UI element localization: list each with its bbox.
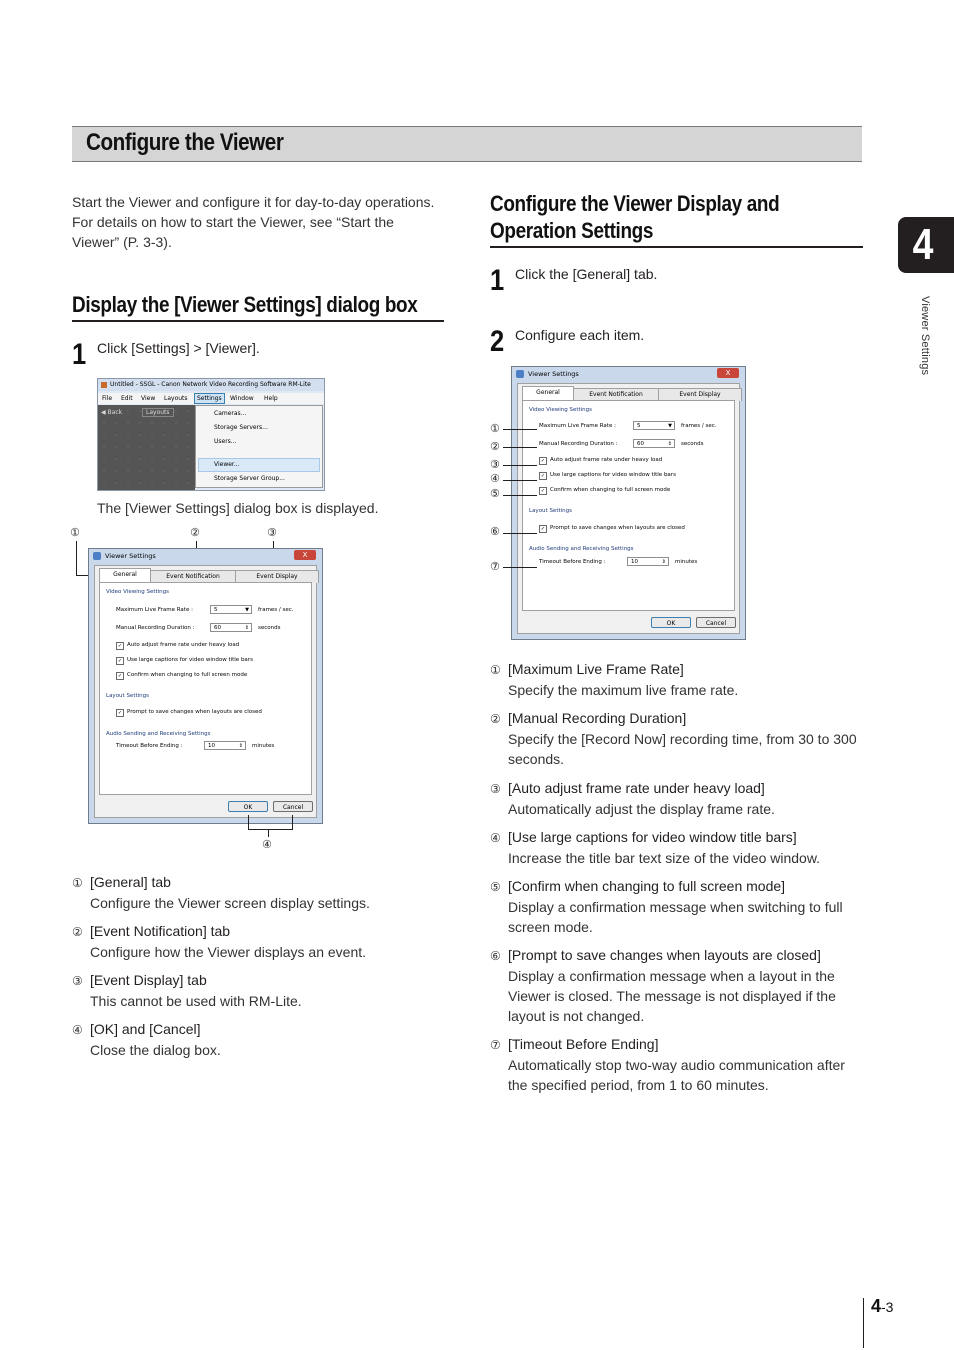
- left-step1-number: 1: [72, 338, 87, 371]
- intro-text: Start the Viewer and configure it for day-to-day operations. For details on how to start the Viewer, see “Start the Viewer” (P. 3-3).: [72, 194, 435, 250]
- group-video-label: Video Viewing Settings: [529, 407, 593, 413]
- spin-arrows-icon: ⇕: [667, 441, 672, 447]
- confirm-fullscreen-label: Confirm when changing to full screen mode: [127, 672, 248, 678]
- group-video-label: Video Viewing Settings: [106, 589, 170, 595]
- dialog-title: Viewer Settings: [528, 370, 579, 378]
- timeout-label: Timeout Before Ending :: [116, 743, 183, 749]
- confirm-fullscreen-checkbox[interactable]: [116, 671, 247, 680]
- right-heading-rule: [490, 246, 863, 248]
- menu-item-viewer[interactable]: Viewer...: [214, 461, 240, 468]
- dialog-body: [517, 383, 740, 634]
- list-item: ④ [OK] and [Cancel] Close the dialog box.: [72, 1021, 221, 1058]
- confirm-fullscreen-label: Confirm when changing to full screen mode: [550, 487, 671, 493]
- callout-line: [503, 567, 537, 568]
- checkmark-icon: ✓: [117, 673, 123, 679]
- right-item-list: [490, 659, 862, 1103]
- max-rate-label: Maximum Live Frame Rate :: [539, 423, 616, 429]
- prompt-save-label: Prompt to save changes when layouts are closed: [550, 525, 685, 531]
- group-layout-label: Layout Settings: [106, 693, 150, 699]
- prompt-save-checkbox[interactable]: [116, 708, 262, 717]
- page-number-rule: [863, 1298, 864, 1348]
- callout-5: ⑤: [490, 488, 500, 500]
- right-step1-number: 1: [490, 264, 505, 297]
- left-item-list: [72, 872, 442, 1068]
- menu-layouts[interactable]: Layouts: [164, 395, 188, 402]
- tab-event-notification[interactable]: Event Notification: [150, 570, 236, 583]
- tab-general[interactable]: General: [99, 568, 151, 583]
- list-item: ⑥ [Prompt to save changes when layouts are closed] Display a confirmation message when a layout in the Viewer is closed. The message is not displayed if the layout is not changed.: [490, 947, 836, 1024]
- callout-line: [503, 465, 537, 466]
- timeout-stepper[interactable]: [627, 557, 669, 566]
- right-step2-text: Configure each item.: [515, 327, 645, 343]
- ok-button[interactable]: OK: [651, 617, 691, 628]
- timeout-unit: minutes: [252, 743, 275, 749]
- callout-line: [503, 429, 537, 430]
- manual-duration-label: Manual Recording Duration :: [116, 625, 195, 631]
- callout-line: [268, 829, 269, 837]
- spin-arrows-icon: ⇕: [238, 743, 243, 749]
- auto-adjust-checkbox[interactable]: [539, 456, 662, 465]
- timeout-value: 10: [208, 743, 215, 749]
- group-audio-label: Audio Sending and Receiving Settings: [106, 731, 211, 737]
- callout-line: [503, 447, 537, 448]
- back-button[interactable]: Back: [107, 409, 123, 416]
- menu-bar: [98, 393, 324, 404]
- checkmark-icon: ✓: [540, 488, 546, 494]
- callout-line: [248, 815, 249, 829]
- callout-7: ⑦: [490, 561, 500, 573]
- menu-settings[interactable]: Settings: [194, 393, 225, 404]
- callout-3: ③: [267, 527, 277, 539]
- callout-1: ①: [490, 423, 500, 435]
- list-item: ③ [Auto adjust frame rate under heavy load] Automatically adjust the display frame rate.: [490, 780, 775, 817]
- tab-event-notification[interactable]: Event Notification: [573, 388, 659, 401]
- dialog-body: [94, 565, 317, 818]
- cancel-button[interactable]: Cancel: [696, 617, 736, 628]
- chapter-number: 4: [912, 220, 934, 269]
- auto-adjust-checkbox[interactable]: [116, 641, 239, 650]
- callout-3: ③: [490, 459, 500, 471]
- dialog-title-bar: [89, 549, 322, 563]
- callout-6: ⑥: [490, 526, 500, 538]
- checkmark-icon: ✓: [540, 473, 546, 479]
- list-item: ① [General] tab Configure the Viewer screen display settings.: [72, 874, 370, 911]
- callout-2: ②: [190, 527, 200, 539]
- prompt-save-label: Prompt to save changes when layouts are closed: [127, 709, 262, 715]
- tab-general[interactable]: General: [522, 386, 574, 401]
- left-heading: Display the [Viewer Settings] dialog box: [72, 292, 418, 317]
- tab-event-display[interactable]: Event Display: [235, 570, 319, 583]
- large-captions-label: Use large captions for video window title bars: [550, 472, 676, 478]
- callout-line: [76, 541, 77, 575]
- manual-duration-stepper[interactable]: [210, 623, 252, 632]
- list-item: ③ [Event Display] tab This cannot be used with RM-Lite.: [72, 972, 302, 1009]
- list-item: ② [Manual Recording Duration] Specify the [Record Now] recording time, from 30 to 300 seconds.: [490, 710, 857, 767]
- spin-arrows-icon: ⇕: [661, 559, 666, 565]
- section-header-bar: [72, 126, 862, 162]
- settings-dropdown: [195, 405, 323, 488]
- callout-1: ①: [70, 527, 80, 539]
- tab-event-display[interactable]: Event Display: [658, 388, 742, 401]
- menu-item-storage-servers[interactable]: Storage Servers...: [214, 424, 268, 431]
- right-heading: Configure the Viewer Display and Operation Settings: [490, 191, 780, 243]
- menu-window-title: Untitled - SSGL - Canon Network Video Recording Software RM-Lite: [98, 379, 324, 391]
- callout-line: [292, 815, 293, 829]
- viewer-settings-dialog-2: [511, 366, 746, 640]
- manual-duration-value: 60: [637, 441, 644, 447]
- max-rate-select[interactable]: [210, 605, 252, 614]
- general-panel: [99, 582, 312, 795]
- left-step1-text: Click [Settings] > [Viewer].: [97, 340, 260, 356]
- manual-duration-value: 60: [214, 625, 221, 631]
- list-item: ② [Event Notification] tab Configure how the Viewer displays an event.: [72, 923, 367, 960]
- callout-line: [503, 533, 537, 534]
- general-panel: [522, 400, 735, 611]
- timeout-stepper[interactable]: [204, 741, 246, 750]
- timeout-unit: minutes: [675, 559, 698, 565]
- layouts-button[interactable]: Layouts: [142, 408, 174, 417]
- large-captions-label: Use large captions for video window title bars: [127, 657, 253, 663]
- callout-line: [503, 495, 537, 496]
- dialog-displayed-note: The [Viewer Settings] dialog box is displayed.: [97, 500, 379, 516]
- callout-2: ②: [490, 441, 500, 453]
- chapter-tab: [898, 217, 954, 273]
- callout-4: ④: [490, 473, 500, 485]
- menu-item-storage-server-group[interactable]: Storage Server Group...: [214, 475, 285, 482]
- section-title: Configure the Viewer: [86, 129, 284, 156]
- menu-item-users[interactable]: Users...: [214, 438, 237, 445]
- callout-4: ④: [262, 839, 272, 851]
- large-captions-checkbox[interactable]: [539, 471, 676, 480]
- cancel-button[interactable]: Cancel: [273, 801, 313, 812]
- page-number: 4-3: [871, 1296, 894, 1316]
- manual-duration-label: Manual Recording Duration :: [539, 441, 618, 447]
- timeout-value: 10: [631, 559, 638, 565]
- dropdown-arrow-icon: ▼: [245, 607, 249, 613]
- checkmark-icon: ✓: [117, 643, 123, 649]
- menu-help[interactable]: Help: [264, 395, 278, 402]
- manual-duration-unit: seconds: [258, 625, 281, 631]
- checkmark-icon: ✓: [540, 458, 546, 464]
- app-icon: [101, 382, 107, 388]
- max-rate-unit: frames / sec.: [681, 423, 717, 429]
- callout-line: [248, 829, 293, 830]
- close-button[interactable]: X: [294, 550, 316, 560]
- confirm-fullscreen-checkbox[interactable]: [539, 486, 670, 495]
- menu-item-cameras[interactable]: Cameras...: [214, 410, 247, 417]
- right-step2-number: 2: [490, 325, 505, 358]
- menu-file[interactable]: File: [102, 395, 113, 402]
- spin-arrows-icon: ⇕: [244, 625, 249, 631]
- manual-duration-stepper[interactable]: [633, 439, 675, 448]
- viewer-settings-dialog: [88, 548, 323, 824]
- list-item: ⑤ [Confirm when changing to full screen mode] Display a confirmation message when switching to full screen mode.: [490, 878, 843, 935]
- list-item: ④ [Use large captions for video window title bars] Increase the title bar text size of the video window.: [490, 829, 821, 866]
- dialog-title-bar: [512, 367, 745, 381]
- chapter-side-label: Viewer Settings: [919, 296, 931, 376]
- auto-adjust-label: Auto adjust frame rate under heavy load: [550, 457, 663, 463]
- max-rate-unit: frames / sec.: [258, 607, 294, 613]
- max-rate-select[interactable]: [633, 421, 675, 430]
- right-step1-text: Click the [General] tab.: [515, 266, 658, 282]
- close-button[interactable]: X: [717, 368, 739, 378]
- left-heading-rule: [72, 320, 444, 322]
- checkmark-icon: ✓: [117, 710, 123, 716]
- list-item: ⑦ [Timeout Before Ending] Automatically stop two-way audio communication after the specified period, from 1 to 60 minutes.: [490, 1036, 845, 1093]
- viewer-area: [98, 405, 195, 490]
- manual-duration-unit: seconds: [681, 441, 704, 447]
- dialog-title: Viewer Settings: [105, 552, 156, 560]
- dialog-icon: [516, 370, 524, 378]
- auto-adjust-label: Auto adjust frame rate under heavy load: [127, 642, 240, 648]
- checkmark-icon: ✓: [540, 526, 546, 532]
- max-rate-value: 5: [637, 423, 641, 429]
- back-icon: ◀: [101, 409, 106, 416]
- ok-button[interactable]: OK: [228, 801, 268, 812]
- checkmark-icon: ✓: [117, 658, 123, 664]
- max-rate-value: 5: [214, 607, 218, 613]
- group-layout-label: Layout Settings: [529, 508, 573, 514]
- menu-view[interactable]: View: [141, 395, 156, 402]
- menu-window[interactable]: Window: [230, 395, 254, 402]
- dropdown-arrow-icon: ▼: [668, 423, 672, 429]
- max-rate-label: Maximum Live Frame Rate :: [116, 607, 193, 613]
- callout-line: [503, 480, 537, 481]
- timeout-label: Timeout Before Ending :: [539, 559, 606, 565]
- group-audio-label: Audio Sending and Receiving Settings: [529, 546, 634, 552]
- dialog-icon: [93, 552, 101, 560]
- large-captions-checkbox[interactable]: [116, 656, 253, 665]
- menu-screenshot: [97, 378, 325, 491]
- list-item: ① [Maximum Live Frame Rate] Specify the maximum live frame rate.: [490, 661, 739, 698]
- menu-edit[interactable]: Edit: [121, 395, 133, 402]
- prompt-save-checkbox[interactable]: [539, 524, 685, 533]
